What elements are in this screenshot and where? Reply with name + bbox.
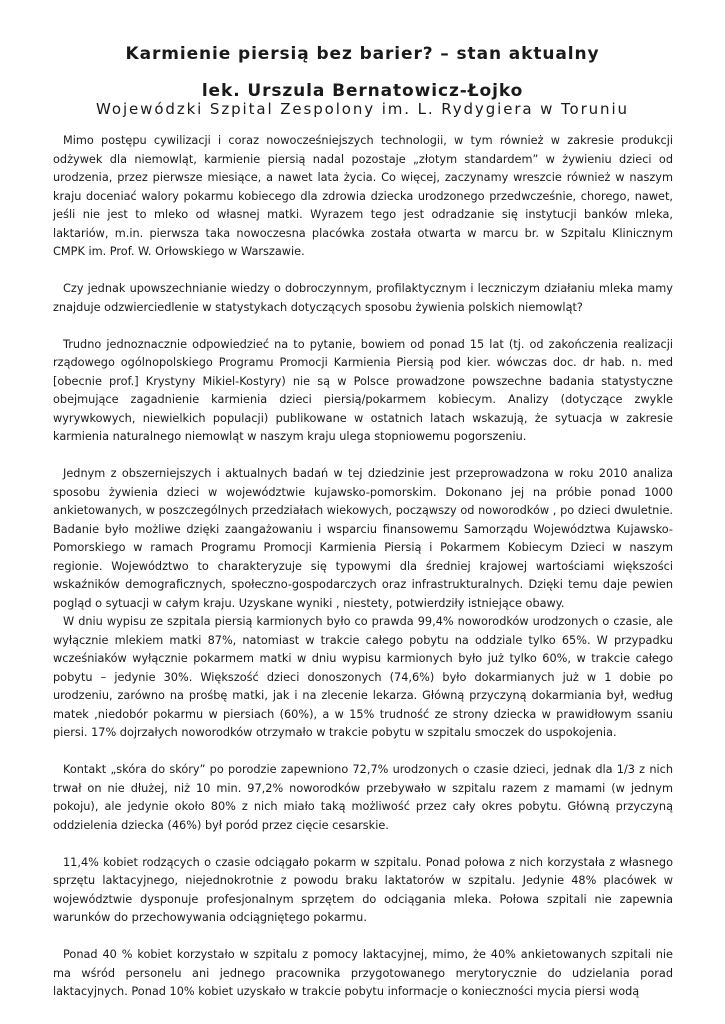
paragraph-intro: Mimo postępu cywilizacji i coraz nowocześniejszych technologii, w tym również w zakresie produkcji odżywek dla niemowląt, karmienie piersią nadal pozostaje „złotym standardem” w żywieniu dzieci od urodzenia, przez pierwsze miesiące, a nawet lata życia. Co więcej, zaczynamy wreszcie również w naszym kraju doceniać walory pokarmu kobiecego dla zdrowia dziecka urodzonego przedwcześnie, chorego, nawet, jeśli nie jest to mleko od własnej matki. Wyrazem tego jest odradzanie się instytucji banków mleka, laktariów, m.in. pierwsza taka nowoczesna placówka została otwarta w marcu br. w Szpitalu Klinicznym CMPK im. Prof. W. Orłowskiego w Warszawie. [53,134,673,258]
author-institution: Wojewódzki Szpital Zespolony im. L. Rydygiera w Toruniu [96,100,629,118]
paragraph-statistics-gap: Trudno jednoznacznie odpowiedzieć na to pytanie, bowiem od ponad 15 lat (tj. od zakończenia realizacji rządowego ogólnopolskiego Programu Promocji Karmienia Piersią pod kier. wówczas doc. dr hab. n. med [obecnie prof.] Krystyny Mikiel-Kostyry) nie są w Polsce prowadzone powszechne badania statystyczne obejmujące zagadnienie karmienia dzieci piersią/pokarmem kobiecym. Analizy (dotyczące zwykle wyrywkowych, niewielkich populacji) publikowane w ostatnich latach wskazują, że sytuacja w zakresie karmienia naturalnego niemowląt w naszym kraju ulega stopniowemu pogorszeniu. [53,337,673,443]
paragraph-study-2010: Jednym z obszerniejszych i aktualnych badań w tej dziedzinie jest przeprowadzona w roku 2010 analiza sposobu żywienia dzieci w województwie kujawsko-pomorskim. Dokonano jej na próbie ponad 1000 ankietowanych, w poszczególnych przedziałach wiekowych, począwszy od noworodków , po dzieci dwuletnie. Badanie było możliwe dzięki zaangażowaniu i wsparciu finansowemu Samorządu Województwa Kujawsko-Pomorskiego w ramach Programu Promocji Karmienia Piersią i Pokarmem Kobiecym Dzieci w naszym regionie. Województwo to charakteryzuje się typowymi dla średniej krajowej wartościami większości wskaźników demograficznych, społeczno-gospodarczych oraz infrastrukturalnych. Dzięki temu daje pewien pogląd o sytuacji w całym kraju. Uzyskane wyniki , niestety, potwierdziły istniejące obawy. [53,467,673,610]
article-title: Karmienie piersią bez barier? – stan aktualny [125,44,600,64]
paragraph-milk-expression: 11,4% kobiet rodzących o czasie odciągało pokarm w szpitalu. Ponad połowa z nich korzystała z własnego sprzętu laktacyjnego, niejednokrotnie z powodu braku laktatorów w szpitalu. Jedynie 48% placówek w województwie dysponuje profesjonalnym sprzętem do odciągania mleka. Połowa szpitali nie zapewnia warunków do przechowywania odciągniętego pokarmu. [53,855,673,924]
paragraph-discharge-results: W dniu wypisu ze szpitala piersią karmionych było co prawda 99,4% noworodków urodzonych o czasie, ale wyłącznie mlekiem matki 87%, natomiast w trakcie całego pobytu na oddziale tylko 65%. W przypadku wcześniaków wyłącznie pokarmem matki w dniu wypisu karmionych było już tylko 60%, w trakcie całego pobytu – jedynie 30%. Większość dzieci donoszonych (74,6%) było dokarmianych już w 1 dobie po urodzeniu, zarówno na prośbę matki, jak i na zlecenie lekarza. Główną przyczyną dokarmiania był, według matek ,niedobór pokarmu w piersiach (60%), a w 15% trudność ze strony dziecka w prawidłowym ssaniu piersi. 17% dojrzałych noworodków otrzymało w trakcie pobytu w szpitalu smoczek do uspokojenia. [53,615,673,739]
article-body [53,132,673,1002]
author-name: lek. Urszula Bernatowicz-Łojko [201,81,524,101]
paragraph-question: Czy jednak upowszechnianie wiedzy o dobroczynnym, profilaktycznym i leczniczym działaniu mleka mamy znajduje odzwierciedlenie w statystykach dotyczących sposobu żywienia polskich niemowląt? [53,282,673,314]
paragraph-skin-to-skin: Kontakt „skóra do skóry” po porodzie zapewniono 72,7% urodzonych o czasie dzieci, jednak dla 1/3 z nich trwał on nie dłużej, niż 10 min. 97,2% noworodków przebywało w szpitalu razem z mamami (w jednym pokoju), ale jedynie około 80% z nich miało taką możliwość przez cały okres pobytu. Główną przyczyną oddzielenia dziecka (46%) był poród przez cięcie cesarskie. [53,763,673,832]
paragraph-lactation-support: Ponad 40 % kobiet korzystało w szpitalu z pomocy laktacyjnej, mimo, że 40% ankietowanych szpitali nie ma wśród personelu ani jednego pracownika przygotowanego merytorycznie do udzielania porad laktacyjnych. Ponad 10% kobiet uzyskało w trakcie pobytu informacje o konieczności mycia piersi wodą [53,948,673,998]
